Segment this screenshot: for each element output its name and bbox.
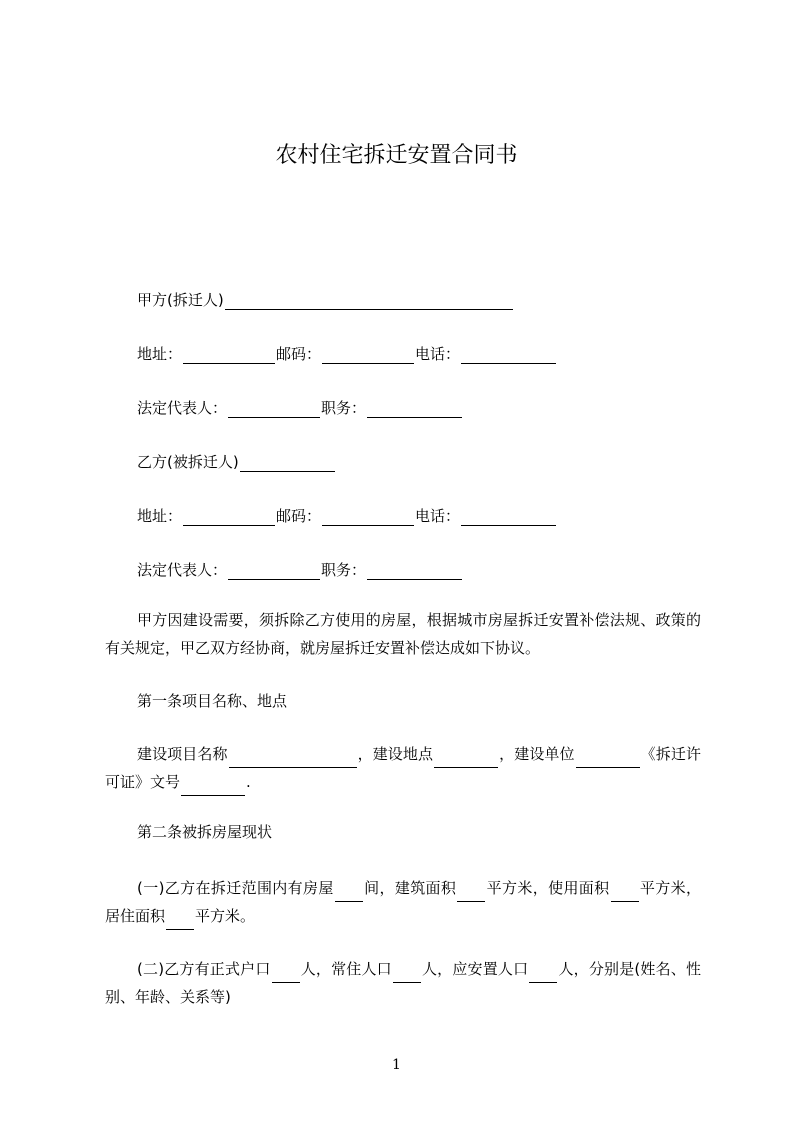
party-b-line xyxy=(137,452,336,472)
article-1-text-4: 《拆迁许可证》文号 xyxy=(105,745,701,791)
party-b-phone-blank xyxy=(461,508,556,526)
document-title: 农村住宅拆迁安置合同书 xyxy=(275,143,518,168)
project-unit-blank xyxy=(576,750,640,768)
permit-number-blank xyxy=(181,778,245,796)
party-b-position-blank xyxy=(367,562,462,580)
rooms-blank xyxy=(335,884,363,902)
project-location-blank xyxy=(434,750,498,768)
party-b-blank xyxy=(240,454,335,472)
party-b-postcode-label: 邮码： xyxy=(276,507,322,525)
item-2-text-2: 人，常住人口 xyxy=(300,960,392,978)
party-a-blank xyxy=(225,292,513,310)
article-1-text-2: ，建设地点 xyxy=(357,745,434,763)
article-2-item-1 xyxy=(105,874,701,930)
item-1-text-2: 间，建筑面积 xyxy=(363,879,457,897)
party-b-address-label: 地址： xyxy=(137,507,183,525)
item-1-text-4: 平方米，居住面积 xyxy=(105,879,701,925)
project-name-blank xyxy=(229,750,357,768)
party-b-legal-rep-blank xyxy=(228,562,320,580)
article-2-item-2 xyxy=(105,955,701,1011)
party-a-postcode-blank xyxy=(322,346,414,364)
party-a-address-label: 地址： xyxy=(137,345,183,363)
party-a-contact-line xyxy=(137,344,557,364)
intro-paragraph: 甲方因建设需要，须拆除乙方使用的房屋，根据城市房屋拆迁安置补偿法规、政策的有关规定，甲乙双方经协商，就房屋拆迁安置补偿达成如下协议。 xyxy=(105,611,701,657)
party-b-label: 乙方(被拆迁人) xyxy=(137,453,239,471)
party-a-rep-line xyxy=(137,398,463,418)
party-b-rep-line xyxy=(137,560,463,580)
item-1-text-1: (一)乙方在拆迁范围内有房屋 xyxy=(137,879,334,897)
party-a-position-blank xyxy=(367,400,462,418)
party-a-address-blank xyxy=(183,346,275,364)
party-b-phone-label: 电话： xyxy=(415,507,461,525)
page-number: 1 xyxy=(392,1057,401,1073)
item-2-text-3: 人，应安置人口 xyxy=(421,960,529,978)
building-area-blank xyxy=(457,884,485,902)
resident-population-blank xyxy=(393,965,421,983)
party-b-address-blank xyxy=(183,508,275,526)
article-1-text-1: 建设项目名称 xyxy=(137,745,228,763)
item-2-text-1: (二)乙方有正式户口 xyxy=(137,960,271,978)
party-a-phone-blank xyxy=(461,346,556,364)
item-1-text-3: 平方米，使用面积 xyxy=(486,879,610,897)
party-b-contact-line xyxy=(137,506,557,526)
article-1-text-5: . xyxy=(246,773,251,791)
resettled-population-blank xyxy=(529,965,557,983)
party-b-postcode-blank xyxy=(322,508,414,526)
article-2-heading: 第二条被拆房屋现状 xyxy=(137,823,273,841)
item-2-text-4: 人，分别是(姓名、性别、年龄、关系等) xyxy=(105,960,701,1006)
registered-household-blank xyxy=(272,965,300,983)
article-1-text-3: ，建设单位 xyxy=(499,745,575,763)
party-a-position-label: 职务： xyxy=(321,399,367,417)
usable-area-blank xyxy=(611,884,639,902)
party-a-legal-rep-blank xyxy=(228,400,320,418)
party-a-postcode-label: 邮码： xyxy=(276,345,322,363)
article-1-heading: 第一条项目名称、地点 xyxy=(137,692,288,710)
party-b-position-label: 职务： xyxy=(321,561,367,579)
article-1-paragraph xyxy=(105,740,701,796)
living-area-blank xyxy=(166,912,194,930)
party-a-line xyxy=(137,290,514,310)
party-a-label: 甲方(拆迁人) xyxy=(137,291,224,309)
party-a-legal-rep-label: 法定代表人： xyxy=(137,399,228,417)
item-1-text-5: 平方米。 xyxy=(195,907,256,925)
party-b-legal-rep-label: 法定代表人： xyxy=(137,561,228,579)
party-a-phone-label: 电话： xyxy=(415,345,461,363)
